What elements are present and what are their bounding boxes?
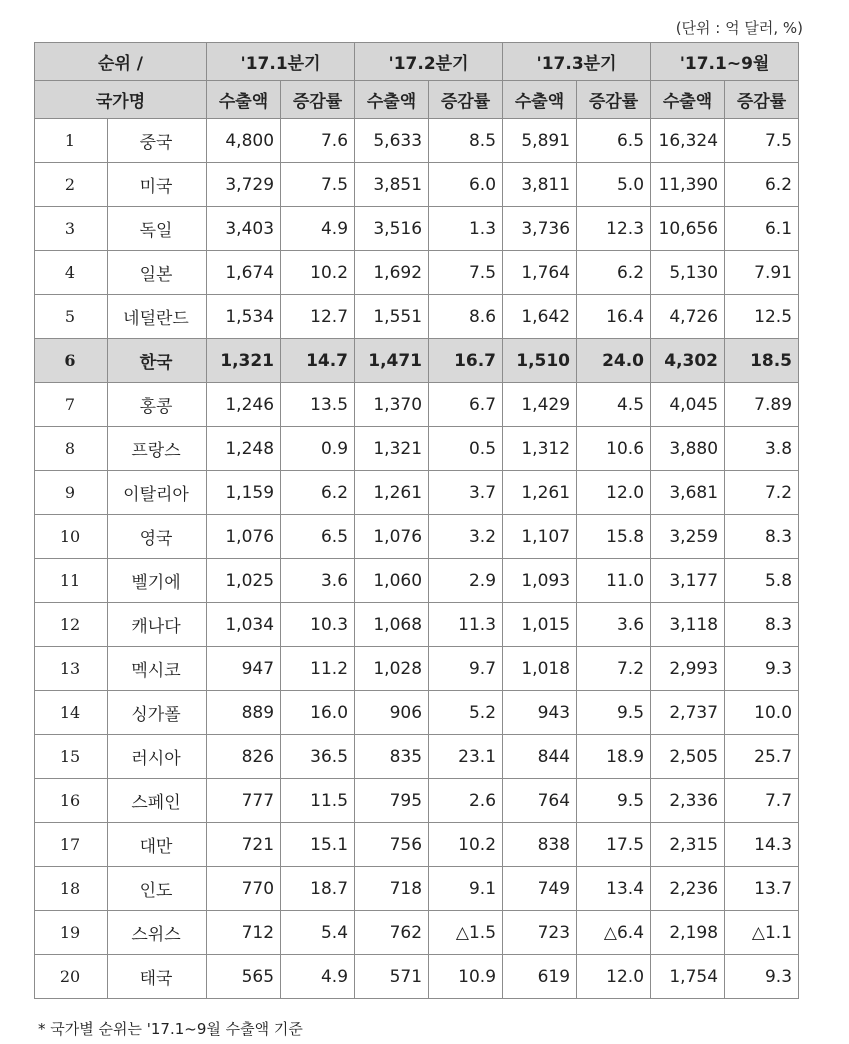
q1-change-cell: 11.5	[281, 779, 355, 823]
q1-export-cell: 1,248	[207, 427, 281, 471]
rank-cell: 10	[35, 515, 108, 559]
q3-change-cell: 17.5	[577, 823, 651, 867]
rank-cell: 18	[35, 867, 108, 911]
q1-change-cell: 12.7	[281, 295, 355, 339]
ytd-change-cell: 18.5	[725, 339, 799, 383]
ytd-change-cell: 13.7	[725, 867, 799, 911]
q2-export-cell: 835	[355, 735, 429, 779]
q3-change-cell: 9.5	[577, 779, 651, 823]
q2-change-cell: 6.7	[429, 383, 503, 427]
rank-label: 순위 /	[98, 54, 143, 74]
table-row	[35, 295, 799, 339]
q2-change-cell: 8.6	[429, 295, 503, 339]
q2-export-cell: 1,060	[355, 559, 429, 603]
q3-export-cell: 619	[503, 955, 577, 999]
q1-change-cell: 10.2	[281, 251, 355, 295]
rank-cell: 8	[35, 427, 108, 471]
export-label: 수출액	[207, 81, 281, 119]
q2-export-cell: 795	[355, 779, 429, 823]
ytd-change-cell: 7.91	[725, 251, 799, 295]
ytd-change-cell: 6.1	[725, 207, 799, 251]
q2-change-cell: 10.2	[429, 823, 503, 867]
table-row	[35, 823, 799, 867]
rank-cell: 17	[35, 823, 108, 867]
country-cell: 러시아	[108, 735, 207, 779]
q3-change-cell: 9.5	[577, 691, 651, 735]
rank-cell: 3	[35, 207, 108, 251]
country-cell: 한국	[108, 339, 207, 383]
q1-export-cell: 770	[207, 867, 281, 911]
ytd-export-cell: 1,754	[651, 955, 725, 999]
rank-cell: 6	[35, 339, 108, 383]
q2-export-cell: 3,516	[355, 207, 429, 251]
table-row	[35, 559, 799, 603]
q2-export-cell: 571	[355, 955, 429, 999]
rank-cell: 12	[35, 603, 108, 647]
q1-export-cell: 1,246	[207, 383, 281, 427]
table-header	[35, 43, 799, 119]
q3-change-cell: 6.5	[577, 119, 651, 163]
q2-change-cell: 5.2	[429, 691, 503, 735]
rank-cell: 11	[35, 559, 108, 603]
ytd-change-cell: 6.2	[725, 163, 799, 207]
ytd-change-cell: 7.2	[725, 471, 799, 515]
q2-export-cell: 1,261	[355, 471, 429, 515]
country-label: 국가명	[35, 81, 207, 119]
country-cell: 홍콩	[108, 383, 207, 427]
country-cell: 스페인	[108, 779, 207, 823]
q3-change-cell: 6.2	[577, 251, 651, 295]
q1-change-cell: 18.7	[281, 867, 355, 911]
q1-export-cell: 947	[207, 647, 281, 691]
q2-export-cell: 1,076	[355, 515, 429, 559]
q3-export-cell: 1,312	[503, 427, 577, 471]
country-cell: 중국	[108, 119, 207, 163]
rank-cell: 20	[35, 955, 108, 999]
period-header-q3: '17.3분기	[503, 43, 651, 81]
ytd-export-cell: 11,390	[651, 163, 725, 207]
ytd-change-cell: 3.8	[725, 427, 799, 471]
q3-export-cell: 3,811	[503, 163, 577, 207]
ytd-export-cell: 5,130	[651, 251, 725, 295]
q2-change-cell: 9.7	[429, 647, 503, 691]
country-cell: 스위스	[108, 911, 207, 955]
q2-export-cell: 1,551	[355, 295, 429, 339]
rank-cell: 2	[35, 163, 108, 207]
q1-change-cell: 15.1	[281, 823, 355, 867]
change-label: 증감률	[577, 81, 651, 119]
ytd-change-cell: 14.3	[725, 823, 799, 867]
ytd-export-cell: 4,045	[651, 383, 725, 427]
q1-export-cell: 777	[207, 779, 281, 823]
table-row	[35, 955, 799, 999]
country-cell: 이탈리아	[108, 471, 207, 515]
country-cell: 미국	[108, 163, 207, 207]
q1-export-cell: 721	[207, 823, 281, 867]
country-cell: 프랑스	[108, 427, 207, 471]
export-label: 수출액	[503, 81, 577, 119]
q2-export-cell: 5,633	[355, 119, 429, 163]
ytd-export-cell: 2,236	[651, 867, 725, 911]
table-row	[35, 779, 799, 823]
country-cell: 벨기에	[108, 559, 207, 603]
q2-export-cell: 756	[355, 823, 429, 867]
rank-cell: 5	[35, 295, 108, 339]
rank-cell: 16	[35, 779, 108, 823]
ytd-change-cell: 7.5	[725, 119, 799, 163]
q2-export-cell: 1,321	[355, 427, 429, 471]
q1-export-cell: 1,534	[207, 295, 281, 339]
q3-change-cell: 10.6	[577, 427, 651, 471]
export-ranking-table	[34, 42, 799, 999]
q3-export-cell: 1,429	[503, 383, 577, 427]
country-cell: 일본	[108, 251, 207, 295]
q3-export-cell: 3,736	[503, 207, 577, 251]
period-header-ytd: '17.1~9월	[651, 43, 799, 81]
rank-country-header	[35, 43, 207, 81]
q1-change-cell: 7.6	[281, 119, 355, 163]
q2-change-cell: 2.6	[429, 779, 503, 823]
table-row	[35, 691, 799, 735]
q1-change-cell: 6.2	[281, 471, 355, 515]
q2-change-cell: 9.1	[429, 867, 503, 911]
q1-export-cell: 1,034	[207, 603, 281, 647]
ytd-export-cell: 2,336	[651, 779, 725, 823]
q2-export-cell: 3,851	[355, 163, 429, 207]
q1-change-cell: 14.7	[281, 339, 355, 383]
q1-export-cell: 565	[207, 955, 281, 999]
country-cell: 영국	[108, 515, 207, 559]
q1-export-cell: 1,159	[207, 471, 281, 515]
q2-change-cell: 23.1	[429, 735, 503, 779]
ytd-export-cell: 4,726	[651, 295, 725, 339]
ytd-change-cell: 5.8	[725, 559, 799, 603]
rank-cell: 14	[35, 691, 108, 735]
q2-export-cell: 718	[355, 867, 429, 911]
q2-change-cell: 0.5	[429, 427, 503, 471]
country-cell: 대만	[108, 823, 207, 867]
country-cell: 독일	[108, 207, 207, 251]
q3-export-cell: 1,764	[503, 251, 577, 295]
q3-change-cell: △6.4	[577, 911, 651, 955]
q2-export-cell: 1,068	[355, 603, 429, 647]
q2-change-cell: 7.5	[429, 251, 503, 295]
country-cell: 멕시코	[108, 647, 207, 691]
q2-change-cell: 2.9	[429, 559, 503, 603]
q3-change-cell: 24.0	[577, 339, 651, 383]
ytd-change-cell: 9.3	[725, 955, 799, 999]
ytd-change-cell: 7.89	[725, 383, 799, 427]
q3-change-cell: 3.6	[577, 603, 651, 647]
q3-export-cell: 1,015	[503, 603, 577, 647]
q1-export-cell: 1,025	[207, 559, 281, 603]
q3-export-cell: 943	[503, 691, 577, 735]
table-row	[35, 207, 799, 251]
country-cell: 네덜란드	[108, 295, 207, 339]
q3-export-cell: 5,891	[503, 119, 577, 163]
q3-export-cell: 723	[503, 911, 577, 955]
rank-cell: 7	[35, 383, 108, 427]
q1-change-cell: 5.4	[281, 911, 355, 955]
q2-change-cell: △1.5	[429, 911, 503, 955]
q3-export-cell: 844	[503, 735, 577, 779]
q2-change-cell: 3.7	[429, 471, 503, 515]
q2-export-cell: 1,370	[355, 383, 429, 427]
table-row	[35, 339, 799, 383]
q1-export-cell: 712	[207, 911, 281, 955]
ytd-export-cell: 2,315	[651, 823, 725, 867]
ytd-export-cell: 2,505	[651, 735, 725, 779]
q2-change-cell: 6.0	[429, 163, 503, 207]
ytd-change-cell: 12.5	[725, 295, 799, 339]
q3-export-cell: 1,093	[503, 559, 577, 603]
ytd-export-cell: 3,118	[651, 603, 725, 647]
ytd-change-cell: 9.3	[725, 647, 799, 691]
q3-change-cell: 4.5	[577, 383, 651, 427]
q2-change-cell: 3.2	[429, 515, 503, 559]
q3-change-cell: 7.2	[577, 647, 651, 691]
q2-export-cell: 1,471	[355, 339, 429, 383]
unit-note: (단위 : 억 달러, %)	[675, 19, 803, 37]
export-label: 수출액	[355, 81, 429, 119]
q2-export-cell: 906	[355, 691, 429, 735]
q1-change-cell: 4.9	[281, 207, 355, 251]
table-row	[35, 383, 799, 427]
q1-export-cell: 889	[207, 691, 281, 735]
q1-export-cell: 3,403	[207, 207, 281, 251]
q1-export-cell: 1,321	[207, 339, 281, 383]
q3-change-cell: 12.3	[577, 207, 651, 251]
q1-export-cell: 4,800	[207, 119, 281, 163]
ytd-change-cell: 10.0	[725, 691, 799, 735]
ytd-export-cell: 10,656	[651, 207, 725, 251]
q2-change-cell: 1.3	[429, 207, 503, 251]
q1-export-cell: 1,674	[207, 251, 281, 295]
q1-change-cell: 3.6	[281, 559, 355, 603]
table-row	[35, 251, 799, 295]
q1-export-cell: 3,729	[207, 163, 281, 207]
table-row	[35, 867, 799, 911]
table-row	[35, 735, 799, 779]
ytd-change-cell: 8.3	[725, 603, 799, 647]
table-row	[35, 471, 799, 515]
ytd-export-cell: 3,681	[651, 471, 725, 515]
q1-change-cell: 4.9	[281, 955, 355, 999]
q3-change-cell: 12.0	[577, 471, 651, 515]
q3-change-cell: 13.4	[577, 867, 651, 911]
q1-export-cell: 826	[207, 735, 281, 779]
ytd-export-cell: 4,302	[651, 339, 725, 383]
q2-export-cell: 762	[355, 911, 429, 955]
period-header-q2: '17.2분기	[355, 43, 503, 81]
q1-change-cell: 11.2	[281, 647, 355, 691]
q3-change-cell: 11.0	[577, 559, 651, 603]
q3-change-cell: 16.4	[577, 295, 651, 339]
ytd-change-cell: 25.7	[725, 735, 799, 779]
table-body	[35, 119, 799, 999]
ytd-export-cell: 16,324	[651, 119, 725, 163]
change-label: 증감률	[429, 81, 503, 119]
q3-export-cell: 764	[503, 779, 577, 823]
q3-export-cell: 1,642	[503, 295, 577, 339]
rank-cell: 13	[35, 647, 108, 691]
rank-cell: 1	[35, 119, 108, 163]
q1-change-cell: 10.3	[281, 603, 355, 647]
q3-export-cell: 1,261	[503, 471, 577, 515]
table-row	[35, 427, 799, 471]
ytd-export-cell: 3,259	[651, 515, 725, 559]
table-row	[35, 911, 799, 955]
table-row	[35, 647, 799, 691]
export-label: 수출액	[651, 81, 725, 119]
q2-change-cell: 10.9	[429, 955, 503, 999]
q3-change-cell: 12.0	[577, 955, 651, 999]
ytd-change-cell: △1.1	[725, 911, 799, 955]
ytd-export-cell: 3,880	[651, 427, 725, 471]
footnote: * 국가별 순위는 '17.1~9월 수출액 기준	[38, 1020, 303, 1038]
q3-export-cell: 1,510	[503, 339, 577, 383]
ytd-change-cell: 7.7	[725, 779, 799, 823]
rank-cell: 9	[35, 471, 108, 515]
rank-cell: 4	[35, 251, 108, 295]
q3-export-cell: 1,107	[503, 515, 577, 559]
q3-export-cell: 838	[503, 823, 577, 867]
ytd-export-cell: 2,198	[651, 911, 725, 955]
q2-change-cell: 11.3	[429, 603, 503, 647]
q1-change-cell: 6.5	[281, 515, 355, 559]
table-row	[35, 119, 799, 163]
q3-change-cell: 5.0	[577, 163, 651, 207]
rank-cell: 19	[35, 911, 108, 955]
q3-export-cell: 1,018	[503, 647, 577, 691]
rank-cell: 15	[35, 735, 108, 779]
country-cell: 캐나다	[108, 603, 207, 647]
table-row	[35, 163, 799, 207]
country-cell: 인도	[108, 867, 207, 911]
q1-change-cell: 0.9	[281, 427, 355, 471]
change-label: 증감률	[281, 81, 355, 119]
q2-export-cell: 1,692	[355, 251, 429, 295]
country-cell: 싱가폴	[108, 691, 207, 735]
country-cell: 태국	[108, 955, 207, 999]
ytd-export-cell: 2,737	[651, 691, 725, 735]
change-label: 증감률	[725, 81, 799, 119]
table-row	[35, 515, 799, 559]
q3-export-cell: 749	[503, 867, 577, 911]
q1-change-cell: 7.5	[281, 163, 355, 207]
q3-change-cell: 18.9	[577, 735, 651, 779]
q1-export-cell: 1,076	[207, 515, 281, 559]
q2-export-cell: 1,028	[355, 647, 429, 691]
q2-change-cell: 16.7	[429, 339, 503, 383]
ytd-export-cell: 2,993	[651, 647, 725, 691]
q1-change-cell: 13.5	[281, 383, 355, 427]
ytd-export-cell: 3,177	[651, 559, 725, 603]
q3-change-cell: 15.8	[577, 515, 651, 559]
q2-change-cell: 8.5	[429, 119, 503, 163]
q1-change-cell: 36.5	[281, 735, 355, 779]
table-row	[35, 603, 799, 647]
q1-change-cell: 16.0	[281, 691, 355, 735]
ytd-change-cell: 8.3	[725, 515, 799, 559]
period-header-q1: '17.1분기	[207, 43, 355, 81]
